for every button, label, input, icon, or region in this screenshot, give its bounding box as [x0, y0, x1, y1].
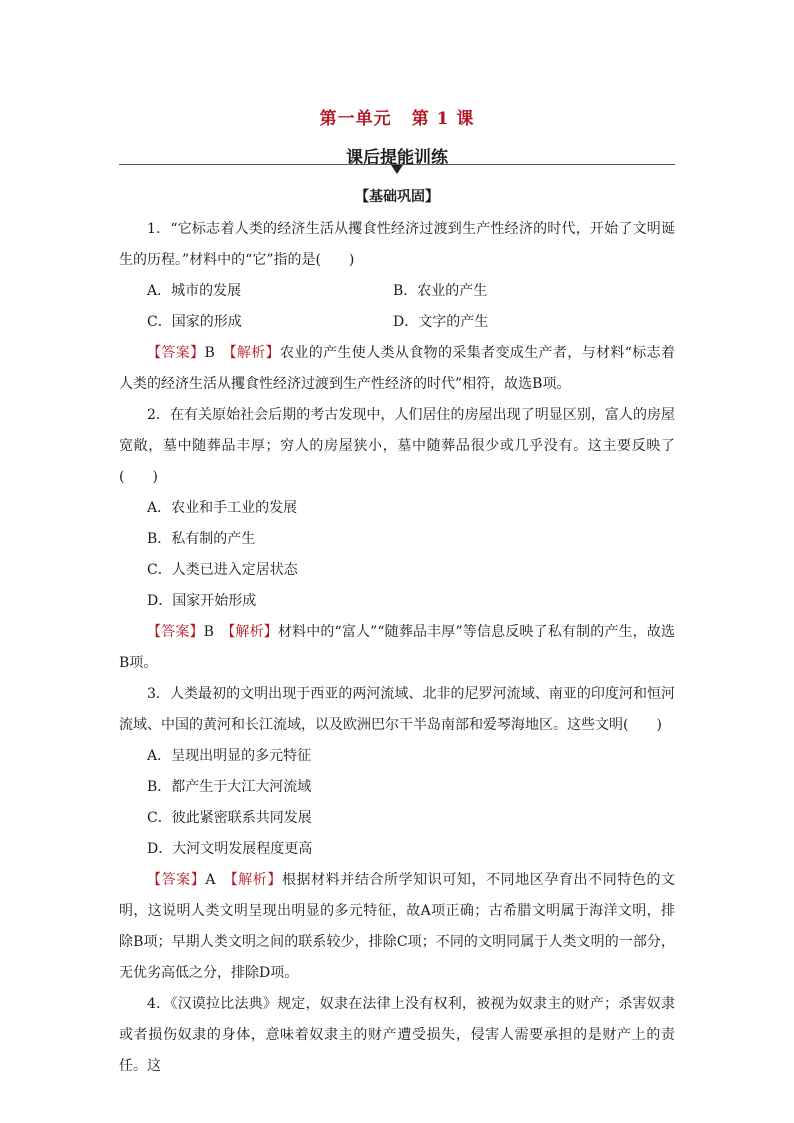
question-2-answer — [119, 617, 675, 679]
question-2-option-b: B．私有制的产生 — [147, 531, 256, 547]
question-1-options-row-2 — [147, 307, 675, 338]
question-1-options-row-1 — [147, 276, 675, 307]
question-3-option-a: A．呈现出明显的多元特征 — [147, 748, 312, 764]
question-3-answer — [119, 865, 675, 989]
analysis-tag: 【解析】 — [229, 345, 280, 361]
answer-tag: 【答案】 — [147, 345, 205, 361]
answer-tag: 【答案】 — [147, 624, 204, 640]
analysis-tag: 【解析】 — [230, 872, 282, 888]
analysis-text: 根据材料并结合所学知识可知，不同地区孕育出不同特色的文明，这说明人类文明呈现出明显的多元特征，故A项正确；古希腊文明属于海洋文明，排除B项；早期人类文明之间的联系较少，排除C项；不同的文明同属于人类文明的一部分，无优劣高低之分，排除D项。 — [119, 872, 676, 981]
question-1-answer — [119, 338, 675, 400]
analysis-text: 材料中的“富人”“随葬品丰厚”等信息反映了私有制的产生，故选B项。 — [119, 624, 676, 671]
unit-label: 第一单元 — [319, 109, 392, 129]
answer-value: A — [205, 872, 216, 888]
answer-value: B — [203, 624, 214, 640]
question-2-option-a: A．农业和手工业的发展 — [147, 500, 298, 516]
question-1-option-d: D．文字的产生 — [393, 314, 489, 330]
lesson-label: 第 1 课 — [411, 109, 475, 129]
question-2-option-c: C．人类已进入定居状态 — [147, 562, 298, 578]
question-3-option-b: B．都产生于大江大河流域 — [147, 779, 312, 795]
question-1-option-b: B．农业的产生 — [393, 283, 488, 299]
question-1-stem: 1．“它标志着人类的经济生活从攫食性经济过渡到生产性经济的时代，开始了文明诞生的历程。”材料中的“它”指的是( ) — [119, 221, 675, 268]
question-3-option-d: D．大河文明发展程度更高 — [147, 841, 313, 857]
unit-lesson-title — [0, 104, 794, 129]
question-3-option-c: C．彼此紧密联系共同发展 — [147, 810, 312, 826]
analysis-text: 农业的产生使人类从食物的采集者变成生产者，与材料“标志着人类的经济生活从攫食性经济过渡到生产性经济的时代”相符，故选B项。 — [119, 345, 676, 392]
section-heading: 【基础巩固】 — [355, 189, 439, 205]
question-2-option-d: D．国家开始形成 — [147, 593, 257, 609]
question-3-stem: 3．人类最初的文明出现于西亚的两河流域、北非的尼罗河流域、南亚的印度河和恒河流域、中国的黄河和长江流域，以及欧洲巴尔干半岛南部和爱琴海地区。这些文明( ) — [119, 686, 675, 733]
answer-tag: 【答案】 — [147, 872, 206, 888]
question-2-stem: 2．在有关原始社会后期的考古发现中，人们居住的房屋出现了明显区别，富人的房屋宽敞，墓中随葬品丰厚；穷人的房屋狭小，墓中随葬品很少或几乎没有。这主要反映了( ) — [119, 407, 675, 485]
page-subtitle: 课后提能训练 — [346, 148, 448, 168]
analysis-tag: 【解析】 — [228, 624, 278, 640]
answer-value: B — [204, 345, 215, 361]
question-1-option-c: C．国家的形成 — [147, 314, 242, 330]
question-4-stem: 4．《汉谟拉比法典》规定，奴隶在法律上没有权利，被视为奴隶主的财产；杀害奴隶或者损伤奴隶的身体，意味着奴隶主的财产遭受损失，侵害人需要承担的是财产上的责任。这 — [119, 996, 675, 1074]
question-list — [119, 214, 675, 1082]
down-triangle-icon — [391, 165, 403, 174]
question-1-option-a: A．城市的发展 — [147, 283, 242, 299]
